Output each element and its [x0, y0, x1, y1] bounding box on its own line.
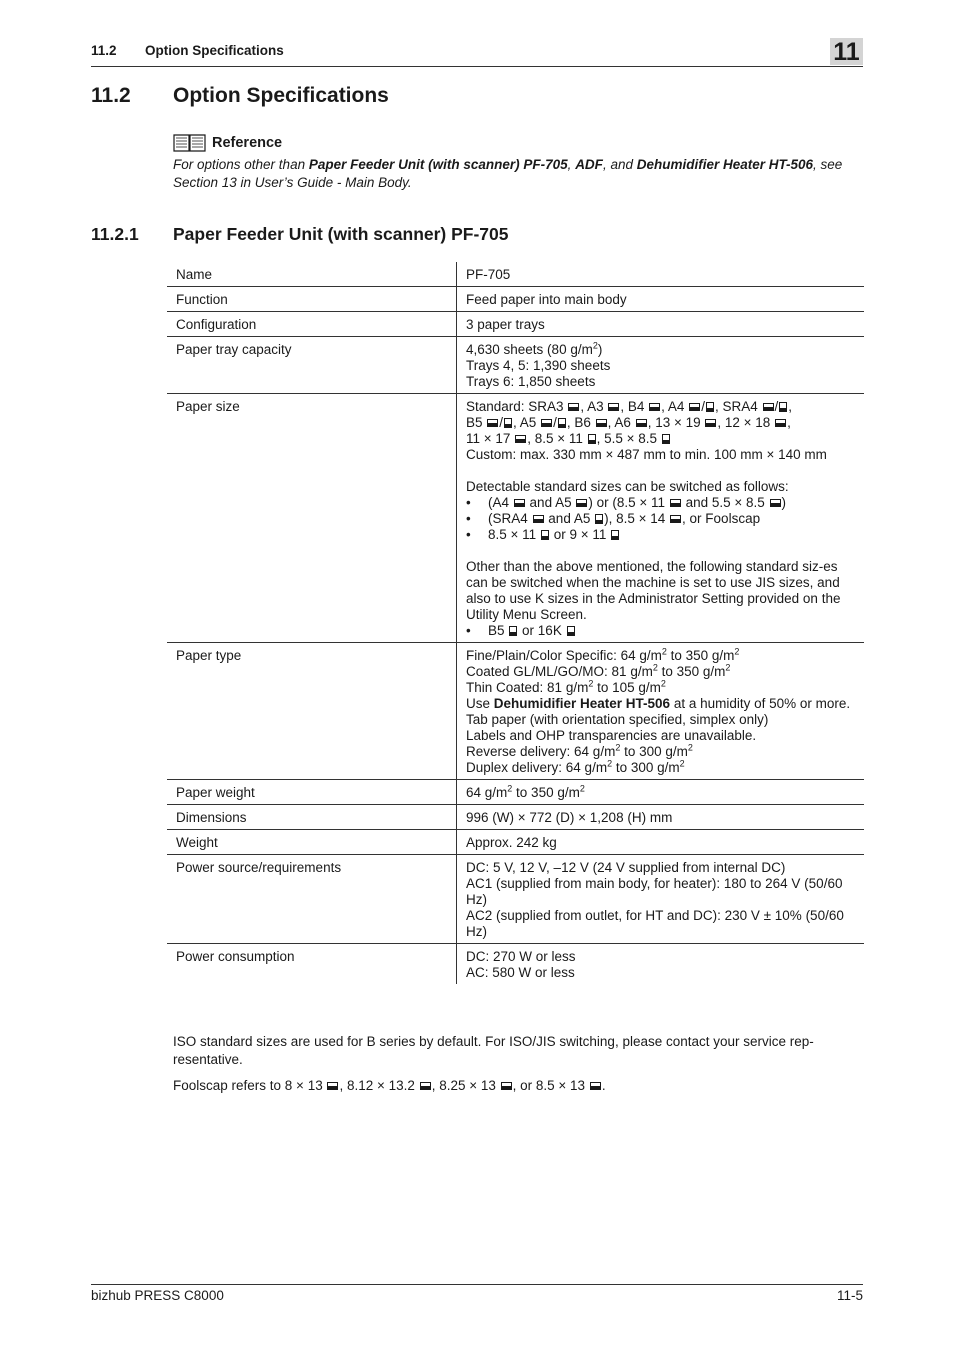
spec-value: DC: 5 V, 12 V, –12 V (24 V supplied from internal DC) AC1 (supplied from main body, for heater): 180 to 264 V (50/60 Hz) AC2 (supplied from outlet, for HT and DC): 230 V ± 10% (50/60 Hz) [457, 855, 865, 944]
spec-value: Standard: SRA3 , A3 , B4 , A4 / , SRA4 / , B5 / , A5 / , B6 , A6 , 13 × 19 , 12 × 18 , 11 × 17 , 8.5 × 11 , 5.5 × 8.5 Custom: max. 330 mm × 487 mm to min. 100 mm × 140 mm Detectable standard sizes can be switched as follows: • (A4 and A5 ) or (8.5 × 11 and 5.5 × 8.5 ) • (SRA4 and A5 ), 8.5 × 14 , or Foolscap • 8.5 × 11 or 9 × 11 Other than the above mentioned, the following standard siz-es can be switched when the machine is set to use JIS sizes, and also to use K sizes in the Administrator Setting provided on the Utility Menu Screen. • B5 or 16K [457, 394, 865, 643]
paper-landscape-icon [763, 403, 774, 411]
spec-label: Paper weight [167, 780, 457, 805]
reference-option-ht506: Dehumidifier Heater HT-506 [636, 157, 814, 172]
subsection-title: Paper Feeder Unit (with scanner) PF-705 [173, 224, 509, 244]
table-row [167, 643, 864, 780]
paper-landscape-icon [568, 403, 579, 411]
spec-label: Name [167, 262, 457, 287]
paper-landscape-icon [775, 419, 786, 427]
reference-text: For options other than Paper Feeder Unit (with scanner) PF-705, ADF, and Dehumidifier Heater HT-506, see Section 13 in User’s Guide - Main Body. [173, 157, 843, 190]
paper-portrait-icon [558, 418, 566, 428]
spec-value: PF-705 [457, 262, 865, 287]
page-number: 11-5 [836, 1288, 863, 1303]
table-row [167, 337, 864, 394]
reference-label: Reference [212, 135, 283, 151]
spec-value: Feed paper into main body [457, 287, 865, 312]
paper-landscape-icon [576, 499, 587, 507]
spec-value: Fine/Plain/Color Specific: 64 $g/m^2$ to 350 $g/m^2$ Coated GL/ML/GO/MO: 81 $g/m^2$ to 350 $g/m^2$ Thin Coated: 81 $g/m^2$ to 105 $g/m^2$ Use Dehumidifier Heater HT-506 at a humidity of 50% or more. Tab paper (with orientation specified, simplex only) Labels and OHP transparencies are unavailable. Reverse delivery: 64 $g/m^2$ to 300 $g/m^2$ Duplex delivery: 64 $g/m^2$ to 300 $g/m^2$ [457, 643, 865, 780]
paper-landscape-icon [770, 499, 781, 507]
spec-label: Paper size [167, 394, 457, 643]
header-section-title: Option Specifications [145, 43, 284, 58]
iso-note: ISO standard sizes are used for B series by default. For ISO/JIS switching, please contact your service rep-resentative. [173, 1034, 814, 1067]
header-section-number: 11.2 [91, 43, 117, 58]
spec-value: Approx. 242 kg [457, 830, 865, 855]
table-row [167, 394, 864, 643]
spec-value: 996 (W) × 772 (D) × 1,208 (H) mm [457, 805, 865, 830]
table-row [167, 855, 864, 944]
table-row [167, 262, 864, 287]
table-row [167, 805, 864, 830]
spec-label: Power consumption [167, 944, 457, 985]
spec-label: Paper type [167, 643, 457, 780]
reference-option-pf705: Paper Feeder Unit (with scanner) PF-705 [308, 157, 568, 172]
section-number: 11.2 [91, 84, 131, 107]
paper-landscape-icon [590, 1082, 601, 1090]
paper-landscape-icon [515, 435, 526, 443]
paper-landscape-icon [501, 1082, 512, 1090]
subsection-number: 11.2.1 [91, 224, 139, 244]
spec-value: 64 $g/m^2$ to 350 $g/m^2$ [457, 780, 865, 805]
paper-landscape-icon [636, 419, 647, 427]
reference-option-adf: ADF [575, 157, 603, 172]
paper-landscape-icon [541, 419, 552, 427]
paper-portrait-icon [595, 514, 603, 524]
paper-landscape-icon [420, 1082, 431, 1090]
paper-landscape-icon [689, 403, 700, 411]
spec-value: 3 paper trays [457, 312, 865, 337]
paper-landscape-icon [514, 499, 525, 507]
paper-portrait-icon [504, 418, 512, 428]
spec-label: Dimensions [167, 805, 457, 830]
paper-landscape-icon [670, 499, 681, 507]
paper-landscape-icon [596, 419, 607, 427]
paper-portrait-icon [567, 626, 575, 636]
spec-table [167, 262, 864, 984]
spec-label: Weight [167, 830, 457, 855]
paper-landscape-icon [608, 403, 619, 411]
table-row [167, 312, 864, 337]
paper-landscape-icon [533, 515, 544, 523]
paper-portrait-icon [611, 530, 619, 540]
spec-label: Function [167, 287, 457, 312]
spec-label: Paper tray capacity [167, 337, 457, 394]
paper-portrait-icon [509, 626, 517, 636]
book-icon [173, 133, 206, 153]
paper-landscape-icon [327, 1082, 338, 1090]
section-title: Option Specifications [173, 84, 389, 107]
chapter-badge: 11 [830, 38, 863, 65]
table-row [167, 944, 864, 985]
footer-product-name: bizhub PRESS C8000 [91, 1288, 224, 1303]
spec-value: 4,630 sheets (80 $g/m^2$) Trays 4, 5: 1,390 sheets Trays 6: 1,850 sheets [457, 337, 865, 394]
table-row [167, 287, 864, 312]
foolscap-note: Foolscap refers to 8 × 13 , 8.12 × 13.2 , 8.25 × 13 , or 8.5 × 13 . [173, 1078, 606, 1093]
running-header [91, 40, 863, 67]
paper-portrait-icon [541, 530, 549, 540]
paper-landscape-icon [705, 419, 716, 427]
reference-box [173, 132, 865, 192]
paper-landscape-icon [487, 419, 498, 427]
spec-label: Configuration [167, 312, 457, 337]
paper-portrait-icon [779, 402, 787, 412]
spec-value: DC: 270 W or less AC: 580 W or less [466, 949, 576, 980]
table-row [167, 830, 864, 855]
table-row [167, 780, 864, 805]
paper-portrait-icon [588, 434, 596, 444]
paper-portrait-icon [662, 434, 670, 444]
spec-label: Power source/requirements [167, 855, 457, 944]
page-footer [91, 1284, 863, 1303]
paper-landscape-icon [649, 403, 660, 411]
paper-portrait-icon [706, 402, 714, 412]
paper-landscape-icon [670, 515, 681, 523]
